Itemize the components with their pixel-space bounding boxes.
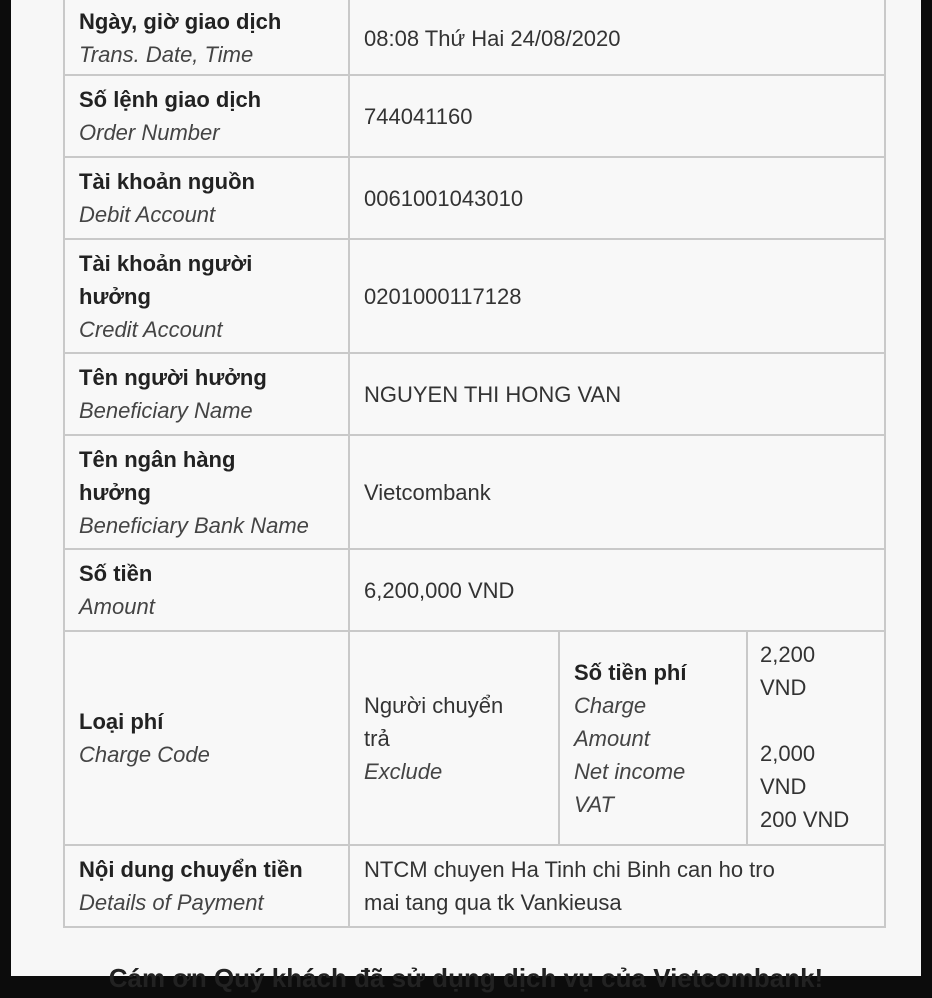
trans-date-label-vi: Ngày, giờ giao dịch: [79, 9, 282, 34]
net-income-amount-2: VND: [760, 774, 807, 799]
net-income-amount-1: 2,000: [760, 741, 816, 766]
beneficiary-name-label-vi: Tên người hưởng: [79, 365, 267, 390]
row-credit-account: [64, 239, 885, 353]
amount-label-en: Amount: [79, 594, 155, 619]
beneficiary-bank-label: [64, 435, 349, 549]
debit-account-label-en: Debit Account: [79, 202, 216, 227]
debit-account-label-vi: Tài khoản nguồn: [79, 169, 255, 194]
details-value-line-2: mai tang qua tk Vankieusa: [364, 890, 622, 915]
beneficiary-bank-label-vi-2: hưởng: [79, 479, 151, 505]
beneficiary-name-label-en: Beneficiary Name: [79, 398, 253, 423]
debit-account-label: [64, 157, 349, 239]
credit-account-label-vi-2: hưởng: [79, 283, 151, 309]
charge-fee-label-en-1: Charge: [574, 692, 647, 718]
row-beneficiary-bank: [64, 435, 885, 549]
debit-account-value: 0061001043010: [349, 157, 885, 239]
trans-date-value: 08:08 Thứ Hai 24/08/2020: [349, 0, 885, 75]
charge-fee-label-vi: Số tiền phí: [574, 659, 687, 685]
order-number-label: [64, 75, 349, 157]
details-value: [349, 845, 885, 927]
charge-payer-vi-1: Người chuyển: [364, 692, 504, 718]
details-label-vi: Nội dung chuyển tiền: [79, 857, 303, 882]
charge-payer-value: [349, 631, 559, 845]
charge-code-label-vi: Loại phí: [79, 709, 164, 734]
charge-fee-label-en-2: Amount: [574, 725, 650, 751]
row-amount: [64, 549, 885, 631]
credit-account-label-en: Credit Account: [79, 316, 223, 342]
amount-label: [64, 549, 349, 631]
row-debit-account: [64, 157, 885, 239]
order-number-label-en: Order Number: [79, 120, 220, 145]
receipt-page: [11, 0, 921, 993]
trans-date-label-en: Trans. Date, Time: [79, 42, 254, 67]
beneficiary-name-value: NGUYEN THI HONG VAN: [349, 353, 885, 435]
charge-fee-labels: [559, 631, 747, 845]
row-details: [64, 845, 885, 927]
fee-amount-2: VND: [760, 675, 807, 700]
row-trans-date: [64, 0, 885, 75]
charge-fee-amounts: [747, 631, 885, 845]
details-value-line-1: NTCM chuyen Ha Tinh chi Binh can ho tro: [364, 857, 775, 882]
fee-amount-1: 2,200: [760, 642, 816, 667]
thank-you-message: Cám ơn Quý khách đã sử dụng dịch vụ của Vietcombank!: [108, 963, 824, 993]
details-label: [64, 845, 349, 927]
amount-label-vi: Số tiền: [79, 561, 153, 586]
amount-spacer: [760, 704, 876, 737]
beneficiary-bank-value: Vietcombank: [349, 435, 885, 549]
order-number-label-vi: Số lệnh giao dịch: [79, 87, 262, 112]
credit-account-label-vi-1: Tài khoản người: [79, 250, 253, 276]
details-label-en: Details of Payment: [79, 890, 264, 915]
credit-account-label: [64, 239, 349, 353]
amount-value: 6,200,000 VND: [349, 549, 885, 631]
net-income-label: Net income: [574, 758, 686, 784]
credit-account-value: 0201000117128: [349, 239, 885, 353]
beneficiary-bank-label-vi-1: Tên ngân hàng: [79, 446, 236, 472]
row-order-number: [64, 75, 885, 157]
beneficiary-bank-label-en: Beneficiary Bank Name: [79, 512, 309, 538]
row-beneficiary-name: [64, 353, 885, 435]
beneficiary-name-label: [64, 353, 349, 435]
charge-code-label-en: Charge Code: [79, 742, 210, 767]
vat-label: VAT: [574, 791, 614, 817]
trans-date-label: [64, 0, 349, 75]
charge-payer-vi-2: trả: [364, 725, 390, 751]
transaction-receipt-table: [63, 0, 886, 928]
row-charge: [64, 631, 885, 845]
order-number-value: 744041160: [349, 75, 885, 157]
charge-code-label: [64, 631, 349, 845]
charge-payer-en: Exclude: [364, 758, 443, 784]
vat-amount: 200 VND: [760, 807, 850, 832]
